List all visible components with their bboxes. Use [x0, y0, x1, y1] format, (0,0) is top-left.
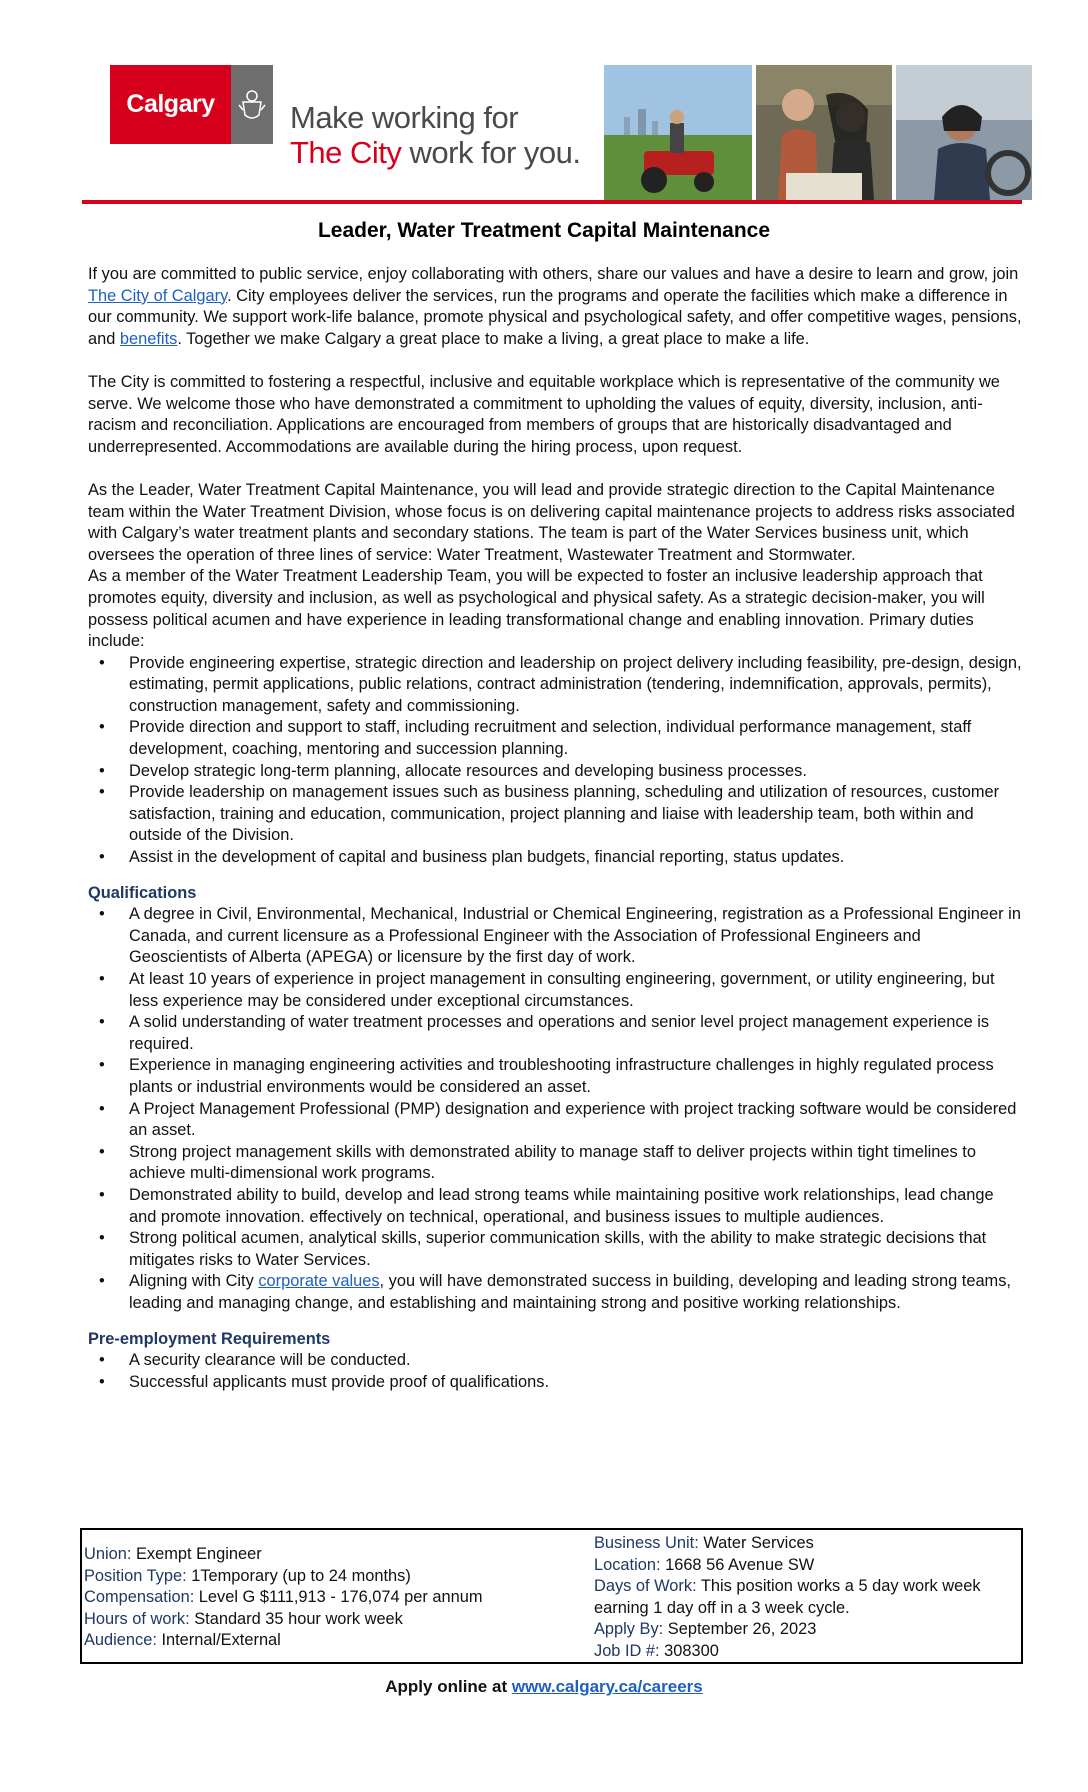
coat-of-arms-icon	[231, 65, 273, 144]
duties-list	[88, 653, 1023, 869]
union-label: Union:	[84, 1545, 132, 1563]
job-id-label: Job ID #:	[594, 1641, 660, 1660]
apply-by-row	[594, 1619, 1014, 1641]
hours-row	[84, 1609, 584, 1631]
intro-text-b: . City employees deliver the services, run the programs and operate the facilities which make a difference in our community. We support work-life balance, promote physical and psychological safety, and offer competitive wages, pensions, and	[88, 286, 1022, 348]
position-type-value: 1Temporary (up to 24 months)	[186, 1566, 411, 1585]
union-value: Exempt Engineer	[131, 1545, 262, 1563]
header-banner	[110, 62, 1032, 202]
position-type-label: Position Type:	[84, 1566, 187, 1585]
careers-link[interactable]: www.calgary.ca/careers	[511, 1677, 703, 1696]
business-unit-value: Water Services	[698, 1534, 814, 1552]
compensation-row	[84, 1587, 584, 1609]
audience-row	[84, 1630, 584, 1652]
days-of-work-row	[594, 1576, 1014, 1619]
business-unit-row	[594, 1533, 1014, 1555]
inclusion-paragraph: The City is committed to fostering a respectful, inclusive and equitable workplace which is representative of the community we serve. We welcome those who have demonstrated a commitment to upholding the values of equity, diversity, inclusion, anti-racism and reconciliation. Applications are encouraged from members of groups that are historically disadvantaged and underrepresented. Accommodations are available during the hiring process, upon request.	[88, 372, 1000, 456]
compensation-label: Compensation:	[84, 1588, 195, 1607]
leadership-paragraph: As a member of the Water Treatment Leadership Team, you will be expected to foster an inclusive leadership approach that promotes equity, diversity and inclusion, as well as psychological and physical safety. As a strategic decision-maker, you will possess political acumen and have experience in leading transformational change and enabling innovation. Primary duties include:	[88, 567, 985, 651]
tagline-city: The City	[290, 135, 402, 170]
intro-paragraph	[88, 264, 1023, 350]
qualifications-list	[88, 904, 1023, 1314]
job-id-row	[594, 1641, 1014, 1663]
list-item: • Provide direction and support to staff, including recruitment and selection, individual performance management, staff development, coaching, mentoring and succession planning.	[88, 717, 1023, 760]
list-item: • Demonstrated ability to build, develop and lead strong teams while maintaining positive work relationships, lead change and promote innovation. effectively on technical, operational, and business issues to multiple audiences.	[88, 1185, 1023, 1228]
list-item: • Successful applicants must provide proof of qualifications.	[88, 1372, 1023, 1394]
business-unit-label: Business Unit:	[594, 1534, 699, 1552]
list-item: • A solid understanding of water treatment processes and operations and senior level project management experience is required.	[88, 1012, 1023, 1055]
audience-value: Internal/External	[156, 1631, 281, 1650]
preemployment-list	[88, 1350, 1023, 1393]
city-of-calgary-link[interactable]: The City of Calgary	[88, 286, 228, 305]
tagline	[290, 100, 580, 170]
list-item: • Provide leadership on management issues such as business planning, scheduling and utilization of resources, customer satisfaction, training and education, communication, project planning and liaise with leadership team, both within and outside of the Division.	[88, 782, 1023, 847]
location-row	[594, 1555, 1014, 1577]
apply-by-value: September 26, 2023	[663, 1620, 817, 1639]
tagline-line1: Make working for	[290, 100, 519, 135]
apply-prefix: Apply online at	[385, 1677, 512, 1696]
location-label: Location:	[594, 1555, 661, 1574]
list-item: • A Project Management Professional (PMP) designation and experience with project tracking software would be considered an asset.	[88, 1099, 1023, 1142]
list-item	[88, 1271, 1023, 1314]
intro-text-a: If you are committed to public service, enjoy collaborating with others, share our values and have a desire to learn and grow, join	[88, 265, 1019, 283]
photo-mower	[604, 65, 752, 200]
intro-text-c: . Together we make Calgary a great place to make a living, a great place to make a life.	[177, 329, 810, 348]
page-title: Leader, Water Treatment Capital Maintenance	[317, 219, 771, 242]
days-of-work-label: Days of Work:	[594, 1577, 697, 1596]
location-value: 1668 56 Avenue SW	[660, 1555, 815, 1574]
job-id-value: 308300	[659, 1641, 719, 1660]
corporate-values-link[interactable]: corporate values	[258, 1272, 380, 1291]
list-item: • A security clearance will be conducted.	[88, 1350, 1023, 1372]
list-item: • At least 10 years of experience in project management in consulting engineering, government, or utility engineering, but less experience may be considered under exceptional circumstances.	[88, 969, 1023, 1012]
apply-by-label: Apply By:	[594, 1620, 664, 1639]
role-paragraph: As the Leader, Water Treatment Capital Maintenance, you will lead and provide strategic direction to the Capital Maintenance team within the Water Treatment Division, whose focus is on delivering capital maintenance projects to address risks associated with Calgary’s water treatment plants and secondary stations. The team is part of the Water Services business unit, which oversees the operation of three lines of service: Water Treatment, Wastewater Treatment and Stormwater.	[88, 480, 1015, 564]
job-description	[88, 264, 1023, 1393]
list-item: • Experience in managing engineering activities and troubleshooting infrastructure challenges in highly regulated process plants or industrial environments would be considered an asset.	[88, 1055, 1023, 1098]
calgary-logo	[110, 65, 231, 144]
hours-value: Standard 35 hour work week	[189, 1609, 403, 1628]
info-left-column	[84, 1544, 584, 1652]
tagline-rest: work for you.	[401, 135, 581, 170]
list-item: • Assist in the development of capital and business plan budgets, financial reporting, status updates.	[88, 847, 1023, 869]
apply-line	[0, 1677, 1088, 1697]
list-item: • A degree in Civil, Environmental, Mechanical, Industrial or Chemical Engineering, registration as a Professional Engineer in Canada, and current licensure as a Professional Engineer with the Association of Professional Engineers and Geoscientists of Alberta (APEGA) or licensure by the first day of work.	[88, 904, 1023, 969]
info-right-column	[594, 1533, 1014, 1663]
photo-coworkers	[756, 65, 892, 200]
benefits-link[interactable]: benefits	[119, 329, 178, 348]
values-text-b: , you will have demonstrated success in building, developing and leading strong teams, leading and managing change, and establishing and maintaining strong and positive working relationships.	[129, 1272, 1011, 1312]
compensation-value: Level G $111,913 - 176,074 per annum	[194, 1588, 483, 1607]
list-item: • Strong project management skills with demonstrated ability to manage staff to deliver projects within tight timelines to achieve multi-dimensional work programs.	[88, 1142, 1023, 1185]
list-item: • Develop strategic long-term planning, allocate resources and developing business processes.	[88, 761, 1023, 783]
qualifications-heading: Qualifications	[88, 883, 197, 902]
header-rule	[82, 200, 1022, 204]
preemployment-heading: Pre-employment Requirements	[88, 1329, 331, 1348]
job-info-box	[80, 1528, 1023, 1664]
position-type-row	[84, 1566, 584, 1588]
list-item: • Strong political acumen, analytical skills, superior communication skills, with the ability to make strategic decisions that mitigates risks to Water Services.	[88, 1228, 1023, 1271]
photo-driver	[896, 65, 1032, 200]
list-item: • Provide engineering expertise, strategic direction and leadership on project delivery including feasibility, pre-design, design, estimating, permit applications, public relations, contract administration (tendering, indemnification, approvals, permits), construction management, safety and commissioning.	[88, 653, 1023, 718]
days-of-work-value: This position works a 5 day work week earning 1 day off in a 3 week cycle.	[594, 1577, 981, 1617]
header-photos	[604, 65, 1032, 200]
logo-text: Calgary	[126, 90, 215, 118]
values-text-a: Aligning with City	[129, 1272, 259, 1291]
union-row	[84, 1544, 584, 1566]
hours-label: Hours of work:	[84, 1609, 190, 1628]
audience-label: Audience:	[84, 1631, 157, 1650]
